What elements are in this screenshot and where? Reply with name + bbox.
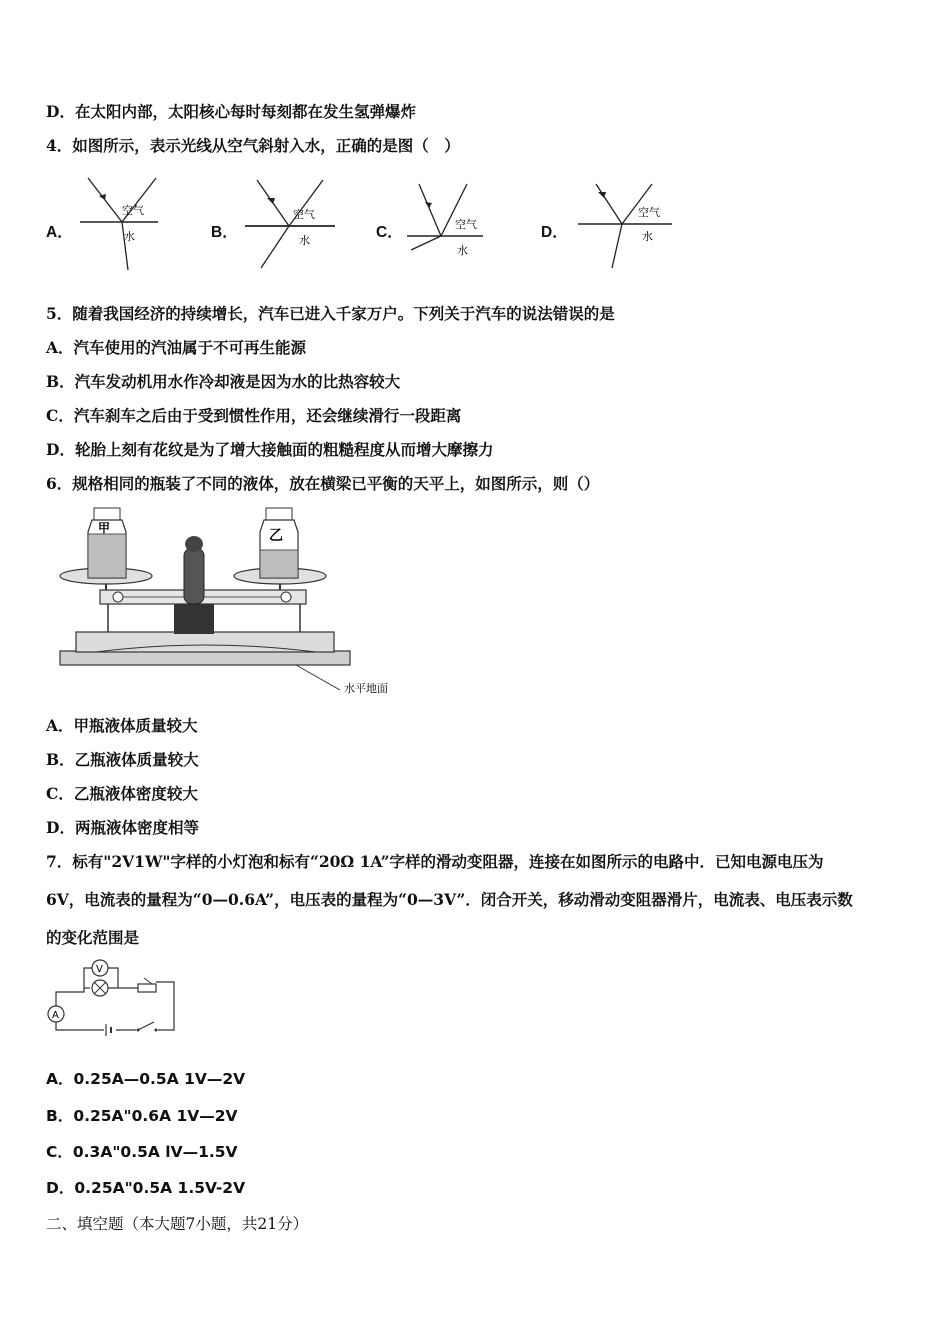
q4-diagram-a (78, 174, 163, 274)
q5-option-d: D．轮胎上刻有花纹是为了增大接触面的粗糙程度从而增大摩擦力 (46, 440, 494, 459)
q4-c-air: 空气 (455, 218, 477, 231)
q4-b-air: 空气 (293, 208, 315, 221)
q4-d-air: 空气 (638, 206, 660, 219)
q4-label-b: B． (211, 224, 238, 241)
q7-option-d: D．0.25A"0.5A 1.5V-2V (46, 1179, 246, 1197)
q6-stem: 6．规格相同的瓶装了不同的液体，放在横梁已平衡的天平上，如图所示，则（） (46, 474, 600, 493)
q4-d-water: 水 (642, 230, 653, 243)
q5-option-c: C．汽车刹车之后由于受到惯性作用，还会继续滑行一段距离 (46, 406, 462, 425)
section2-title: 二、填空题（本大题7小题，共21分） (46, 1215, 309, 1233)
q3-option-d: D．在太阳内部，太阳核心每时每刻都在发生氢弹爆炸 (46, 102, 416, 121)
q6-bottle-right-label: 乙 (269, 528, 283, 544)
q6-ground-label: 水平地面 (344, 682, 388, 695)
q4-a-air: 空气 (122, 204, 144, 217)
q7-stem-line3: 的变化范围是 (46, 928, 140, 947)
q7-voltmeter-label: V (96, 964, 103, 975)
q7-ammeter-label: A (52, 1010, 59, 1021)
q6-option-c: C．乙瓶液体密度较大 (46, 784, 198, 803)
q4-diagram-c (405, 180, 490, 270)
q4-label-c: C． (376, 224, 403, 241)
q4-c-water: 水 (457, 244, 468, 257)
q7-stem-line1: 7．标有"2V1W"字样的小灯泡和标有“20Ω 1A”字样的滑动变阻器，连接在如图所示的电路中．已知电源电压为 (46, 852, 824, 871)
q7-option-b: B．0.25A"0.6A 1V—2V (46, 1107, 238, 1125)
q6-option-b: B．乙瓶液体质量较大 (46, 750, 199, 769)
q7-option-c: C．0.3A"0.5A lV—1.5V (46, 1143, 238, 1161)
q4-diagram-d (576, 178, 676, 273)
q6-option-a: A．甲瓶液体质量较大 (46, 716, 198, 735)
q4-stem: 4．如图所示，表示光线从空气斜射入水，正确的是图（ ） (46, 136, 460, 155)
q7-stem-line2: 6V，电流表的量程为“0—0.6A”，电压表的量程为“0—3V”．闭合开关，移动滑动变阻器滑片，电流表、电压表示数 (46, 890, 853, 909)
q6-option-d: D．两瓶液体密度相等 (46, 818, 199, 837)
q6-balance-diagram (56, 506, 406, 701)
q5-option-a: A．汽车使用的汽油属于不可再生能源 (46, 338, 307, 357)
q4-diagram-b (243, 174, 338, 274)
q7-option-a: A．0.25A—0.5A 1V—2V (46, 1070, 246, 1088)
q4-label-d: D． (541, 224, 568, 241)
q7-circuit-diagram (44, 958, 194, 1038)
q5-option-b: B．汽车发动机用水作冷却液是因为水的比热容较大 (46, 372, 401, 391)
q4-label-a: A． (46, 224, 73, 241)
q6-bottle-left-label: 甲 (98, 521, 111, 535)
q4-b-water: 水 (299, 234, 310, 247)
q5-stem: 5．随着我国经济的持续增长，汽车已进入千家万户。下列关于汽车的说法错误的是 (46, 304, 615, 323)
q4-a-water: 水 (124, 230, 135, 243)
